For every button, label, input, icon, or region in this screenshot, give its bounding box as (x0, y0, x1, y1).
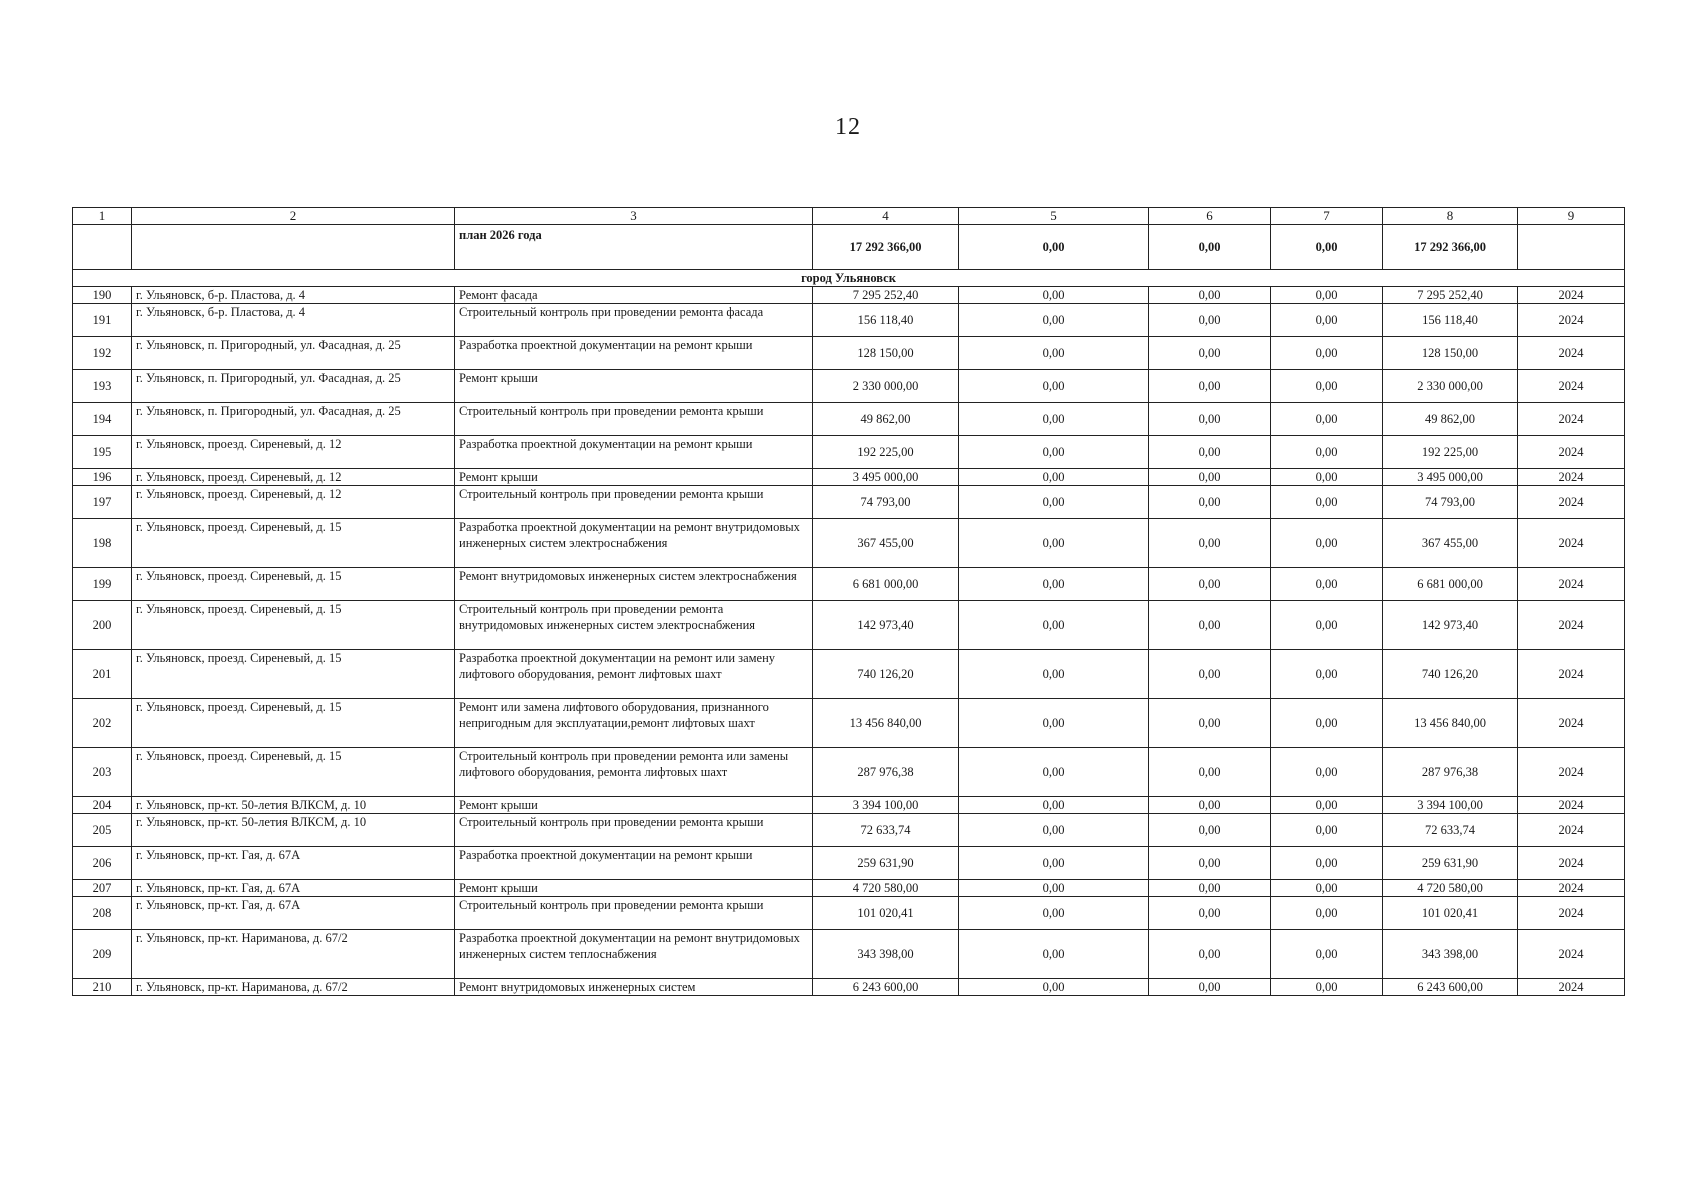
address-cell: г. Ульяновск, п. Пригородный, ул. Фасадная, д. 25 (132, 403, 455, 436)
address-cell: г. Ульяновск, б-р. Пластова, д. 4 (132, 304, 455, 337)
address-cell: г. Ульяновск, проезд. Сиреневый, д. 15 (132, 568, 455, 601)
cost-col7-cell: 0,00 (1271, 880, 1383, 897)
cost-total-cell: 4 720 580,00 (813, 880, 959, 897)
cost-col8-cell: 101 020,41 (1383, 897, 1518, 930)
row-number: 194 (73, 403, 132, 436)
cost-col7-cell: 0,00 (1271, 469, 1383, 486)
table-row (73, 287, 1625, 304)
table-row (73, 930, 1625, 979)
row-number: 200 (73, 601, 132, 650)
cost-total-cell: 13 456 840,00 (813, 699, 959, 748)
cost-col8-cell: 156 118,40 (1383, 304, 1518, 337)
cost-col5-cell: 0,00 (959, 699, 1149, 748)
address-cell: г. Ульяновск, пр-кт. Нариманова, д. 67/2 (132, 979, 455, 996)
table-row (73, 519, 1625, 568)
work-type-cell: Строительный контроль при проведении ремонта крыши (455, 486, 813, 519)
cost-total-cell: 142 973,40 (813, 601, 959, 650)
work-type-cell: Ремонт или замена лифтового оборудования, признанного непригодным для эксплуатации,ремонт лифтовых шахт (455, 699, 813, 748)
table-row (73, 469, 1625, 486)
cost-col6-cell: 0,00 (1149, 287, 1271, 304)
work-type-cell: Ремонт крыши (455, 880, 813, 897)
row-number: 196 (73, 469, 132, 486)
column-number: 9 (1518, 208, 1625, 225)
cost-col8-cell: 2 330 000,00 (1383, 370, 1518, 403)
cost-col8-cell: 3 495 000,00 (1383, 469, 1518, 486)
cost-col7-cell: 0,00 (1271, 897, 1383, 930)
cost-col8-cell: 3 394 100,00 (1383, 797, 1518, 814)
address-cell: г. Ульяновск, п. Пригородный, ул. Фасадная, д. 25 (132, 370, 455, 403)
address-cell: г. Ульяновск, пр-кт. 50-летия ВЛКСМ, д. 10 (132, 797, 455, 814)
cost-col7-cell: 0,00 (1271, 797, 1383, 814)
cost-col5-cell: 0,00 (959, 519, 1149, 568)
column-number-row (73, 208, 1625, 225)
cost-col8-cell: 49 862,00 (1383, 403, 1518, 436)
cost-col8-cell: 7 295 252,40 (1383, 287, 1518, 304)
cost-total-cell: 101 020,41 (813, 897, 959, 930)
cost-col7-cell: 0,00 (1271, 287, 1383, 304)
cost-total-cell: 72 633,74 (813, 814, 959, 847)
cost-col7-cell: 0,00 (1271, 748, 1383, 797)
cost-total-cell: 6 243 600,00 (813, 979, 959, 996)
table-row (73, 337, 1625, 370)
cost-col5-cell: 0,00 (959, 979, 1149, 996)
row-number: 198 (73, 519, 132, 568)
cost-col5-cell: 0,00 (959, 469, 1149, 486)
work-type-cell: Ремонт крыши (455, 797, 813, 814)
table-row (73, 304, 1625, 337)
work-type-cell: Разработка проектной документации на ремонт крыши (455, 847, 813, 880)
year-cell: 2024 (1518, 979, 1625, 996)
column-number: 8 (1383, 208, 1518, 225)
table-row (73, 601, 1625, 650)
column-number: 6 (1149, 208, 1271, 225)
year-cell: 2024 (1518, 601, 1625, 650)
cost-total-cell: 740 126,20 (813, 650, 959, 699)
cost-col7-cell: 0,00 (1271, 568, 1383, 601)
year-cell: 2024 (1518, 304, 1625, 337)
table-row (73, 568, 1625, 601)
total-label: план 2026 года (455, 225, 813, 270)
address-cell: г. Ульяновск, проезд. Сиреневый, д. 12 (132, 469, 455, 486)
cost-col5-cell: 0,00 (959, 797, 1149, 814)
address-cell: г. Ульяновск, пр-кт. Нариманова, д. 67/2 (132, 930, 455, 979)
cost-total-cell: 259 631,90 (813, 847, 959, 880)
table-row (73, 403, 1625, 436)
cost-col5-cell: 0,00 (959, 436, 1149, 469)
cost-col6-cell: 0,00 (1149, 469, 1271, 486)
column-number: 7 (1271, 208, 1383, 225)
year-cell: 2024 (1518, 337, 1625, 370)
total-value-7: 0,00 (1271, 225, 1383, 270)
table-row (73, 797, 1625, 814)
address-cell: г. Ульяновск, проезд. Сиреневый, д. 12 (132, 436, 455, 469)
year-cell: 2024 (1518, 469, 1625, 486)
year-cell: 2024 (1518, 403, 1625, 436)
cost-col8-cell: 740 126,20 (1383, 650, 1518, 699)
cost-col8-cell: 4 720 580,00 (1383, 880, 1518, 897)
address-cell: г. Ульяновск, п. Пригородный, ул. Фасадная, д. 25 (132, 337, 455, 370)
cost-total-cell: 128 150,00 (813, 337, 959, 370)
cost-col8-cell: 287 976,38 (1383, 748, 1518, 797)
address-cell: г. Ульяновск, пр-кт. Гая, д. 67А (132, 880, 455, 897)
cost-col6-cell: 0,00 (1149, 979, 1271, 996)
year-cell: 2024 (1518, 748, 1625, 797)
cost-col6-cell: 0,00 (1149, 880, 1271, 897)
cost-col6-cell: 0,00 (1149, 650, 1271, 699)
cost-col8-cell: 259 631,90 (1383, 847, 1518, 880)
cost-col5-cell: 0,00 (959, 304, 1149, 337)
cost-total-cell: 7 295 252,40 (813, 287, 959, 304)
cost-col5-cell: 0,00 (959, 650, 1149, 699)
row-number: 192 (73, 337, 132, 370)
table-row (73, 847, 1625, 880)
cost-col5-cell: 0,00 (959, 847, 1149, 880)
work-type-cell: Строительный контроль при проведении ремонта крыши (455, 403, 813, 436)
cost-col6-cell: 0,00 (1149, 930, 1271, 979)
address-cell: г. Ульяновск, б-р. Пластова, д. 4 (132, 287, 455, 304)
cost-col5-cell: 0,00 (959, 403, 1149, 436)
row-number: 206 (73, 847, 132, 880)
work-type-cell: Разработка проектной документации на ремонт внутридомовых инженерных систем теплоснабжения (455, 930, 813, 979)
cost-total-cell: 367 455,00 (813, 519, 959, 568)
year-cell: 2024 (1518, 880, 1625, 897)
work-type-cell: Ремонт крыши (455, 469, 813, 486)
column-number: 5 (959, 208, 1149, 225)
address-cell: г. Ульяновск, пр-кт. 50-летия ВЛКСМ, д. 10 (132, 814, 455, 847)
work-type-cell: Разработка проектной документации на ремонт крыши (455, 337, 813, 370)
table-row (73, 748, 1625, 797)
address-cell: г. Ульяновск, проезд. Сиреневый, д. 12 (132, 486, 455, 519)
cost-col7-cell: 0,00 (1271, 337, 1383, 370)
cost-col6-cell: 0,00 (1149, 748, 1271, 797)
row-number: 193 (73, 370, 132, 403)
cost-col8-cell: 142 973,40 (1383, 601, 1518, 650)
cost-total-cell: 74 793,00 (813, 486, 959, 519)
year-cell: 2024 (1518, 370, 1625, 403)
cost-total-cell: 3 394 100,00 (813, 797, 959, 814)
cost-col5-cell: 0,00 (959, 287, 1149, 304)
cost-col8-cell: 192 225,00 (1383, 436, 1518, 469)
total-value-6: 0,00 (1149, 225, 1271, 270)
year-cell: 2024 (1518, 287, 1625, 304)
work-type-cell: Ремонт фасада (455, 287, 813, 304)
column-number: 1 (73, 208, 132, 225)
address-cell: г. Ульяновск, проезд. Сиреневый, д. 15 (132, 601, 455, 650)
work-type-cell: Строительный контроль при проведении ремонта крыши (455, 814, 813, 847)
cost-col5-cell: 0,00 (959, 601, 1149, 650)
table-row (73, 979, 1625, 996)
total-value-4: 17 292 366,00 (813, 225, 959, 270)
table-row (73, 814, 1625, 847)
cost-col5-cell: 0,00 (959, 814, 1149, 847)
table-row (73, 370, 1625, 403)
work-type-cell: Разработка проектной документации на ремонт крыши (455, 436, 813, 469)
row-number: 199 (73, 568, 132, 601)
cost-col7-cell: 0,00 (1271, 304, 1383, 337)
total-value-5: 0,00 (959, 225, 1149, 270)
total-empty-cell (132, 225, 455, 270)
cost-col7-cell: 0,00 (1271, 601, 1383, 650)
cost-col6-cell: 0,00 (1149, 601, 1271, 650)
cost-total-cell: 2 330 000,00 (813, 370, 959, 403)
cost-col6-cell: 0,00 (1149, 370, 1271, 403)
address-cell: г. Ульяновск, проезд. Сиреневый, д. 15 (132, 699, 455, 748)
cost-col8-cell: 74 793,00 (1383, 486, 1518, 519)
cost-total-cell: 49 862,00 (813, 403, 959, 436)
cost-col5-cell: 0,00 (959, 748, 1149, 797)
cost-col5-cell: 0,00 (959, 568, 1149, 601)
cost-col7-cell: 0,00 (1271, 699, 1383, 748)
total-empty-cell (73, 225, 132, 270)
total-row (73, 225, 1625, 270)
cost-col8-cell: 72 633,74 (1383, 814, 1518, 847)
city-heading: город Ульяновск (73, 270, 1625, 287)
address-cell: г. Ульяновск, пр-кт. Гая, д. 67А (132, 847, 455, 880)
cost-col5-cell: 0,00 (959, 880, 1149, 897)
row-number: 191 (73, 304, 132, 337)
row-number: 210 (73, 979, 132, 996)
row-number: 201 (73, 650, 132, 699)
table-row (73, 486, 1625, 519)
work-type-cell: Строительный контроль при проведении ремонта или замены лифтового оборудования, ремонта лифтовых шахт (455, 748, 813, 797)
table-row (73, 897, 1625, 930)
column-number: 2 (132, 208, 455, 225)
year-cell: 2024 (1518, 930, 1625, 979)
row-number: 209 (73, 930, 132, 979)
address-cell: г. Ульяновск, проезд. Сиреневый, д. 15 (132, 748, 455, 797)
cost-col6-cell: 0,00 (1149, 436, 1271, 469)
row-number: 197 (73, 486, 132, 519)
work-type-cell: Ремонт крыши (455, 370, 813, 403)
row-number: 205 (73, 814, 132, 847)
address-cell: г. Ульяновск, проезд. Сиреневый, д. 15 (132, 519, 455, 568)
work-type-cell: Разработка проектной документации на ремонт или замену лифтового оборудования, ремонт лифтовых шахт (455, 650, 813, 699)
city-heading-row (73, 270, 1625, 287)
row-number: 204 (73, 797, 132, 814)
table-row (73, 880, 1625, 897)
cost-col7-cell: 0,00 (1271, 370, 1383, 403)
cost-total-cell: 3 495 000,00 (813, 469, 959, 486)
year-cell: 2024 (1518, 568, 1625, 601)
page-number: 12 (835, 114, 861, 140)
cost-col6-cell: 0,00 (1149, 847, 1271, 880)
row-number: 202 (73, 699, 132, 748)
cost-total-cell: 6 681 000,00 (813, 568, 959, 601)
cost-col7-cell: 0,00 (1271, 650, 1383, 699)
cost-col6-cell: 0,00 (1149, 337, 1271, 370)
cost-col7-cell: 0,00 (1271, 930, 1383, 979)
total-value-9 (1518, 225, 1625, 270)
cost-col5-cell: 0,00 (959, 486, 1149, 519)
work-type-cell: Ремонт внутридомовых инженерных систем (455, 979, 813, 996)
cost-col7-cell: 0,00 (1271, 847, 1383, 880)
year-cell: 2024 (1518, 814, 1625, 847)
cost-col7-cell: 0,00 (1271, 403, 1383, 436)
row-number: 190 (73, 287, 132, 304)
year-cell: 2024 (1518, 650, 1625, 699)
cost-col6-cell: 0,00 (1149, 403, 1271, 436)
cost-col6-cell: 0,00 (1149, 519, 1271, 568)
cost-col8-cell: 13 456 840,00 (1383, 699, 1518, 748)
cost-total-cell: 192 225,00 (813, 436, 959, 469)
cost-col8-cell: 6 681 000,00 (1383, 568, 1518, 601)
cost-col6-cell: 0,00 (1149, 568, 1271, 601)
year-cell: 2024 (1518, 519, 1625, 568)
cost-col8-cell: 128 150,00 (1383, 337, 1518, 370)
work-type-cell: Строительный контроль при проведении ремонта внутридомовых инженерных систем электроснабжения (455, 601, 813, 650)
row-number: 195 (73, 436, 132, 469)
row-number: 203 (73, 748, 132, 797)
cost-col5-cell: 0,00 (959, 897, 1149, 930)
column-number: 4 (813, 208, 959, 225)
work-type-cell: Строительный контроль при проведении ремонта фасада (455, 304, 813, 337)
cost-total-cell: 156 118,40 (813, 304, 959, 337)
cost-col7-cell: 0,00 (1271, 979, 1383, 996)
cost-total-cell: 287 976,38 (813, 748, 959, 797)
year-cell: 2024 (1518, 436, 1625, 469)
year-cell: 2024 (1518, 699, 1625, 748)
cost-col7-cell: 0,00 (1271, 436, 1383, 469)
work-type-cell: Ремонт внутридомовых инженерных систем электроснабжения (455, 568, 813, 601)
row-number: 208 (73, 897, 132, 930)
cost-col6-cell: 0,00 (1149, 486, 1271, 519)
year-cell: 2024 (1518, 797, 1625, 814)
table-row (73, 650, 1625, 699)
cost-total-cell: 343 398,00 (813, 930, 959, 979)
cost-col6-cell: 0,00 (1149, 814, 1271, 847)
program-table (72, 207, 1625, 996)
cost-col6-cell: 0,00 (1149, 699, 1271, 748)
cost-col5-cell: 0,00 (959, 370, 1149, 403)
cost-col8-cell: 367 455,00 (1383, 519, 1518, 568)
address-cell: г. Ульяновск, проезд. Сиреневый, д. 15 (132, 650, 455, 699)
cost-col8-cell: 6 243 600,00 (1383, 979, 1518, 996)
cost-col6-cell: 0,00 (1149, 304, 1271, 337)
cost-col6-cell: 0,00 (1149, 797, 1271, 814)
table-body (73, 208, 1625, 996)
cost-col5-cell: 0,00 (959, 930, 1149, 979)
total-value-8: 17 292 366,00 (1383, 225, 1518, 270)
table-row (73, 436, 1625, 469)
address-cell: г. Ульяновск, пр-кт. Гая, д. 67А (132, 897, 455, 930)
cost-col6-cell: 0,00 (1149, 897, 1271, 930)
year-cell: 2024 (1518, 486, 1625, 519)
year-cell: 2024 (1518, 847, 1625, 880)
cost-col7-cell: 0,00 (1271, 486, 1383, 519)
work-type-cell: Строительный контроль при проведении ремонта крыши (455, 897, 813, 930)
year-cell: 2024 (1518, 897, 1625, 930)
cost-col8-cell: 343 398,00 (1383, 930, 1518, 979)
work-type-cell: Разработка проектной документации на ремонт внутридомовых инженерных систем электроснабжения (455, 519, 813, 568)
cost-col5-cell: 0,00 (959, 337, 1149, 370)
row-number: 207 (73, 880, 132, 897)
cost-col7-cell: 0,00 (1271, 519, 1383, 568)
cost-col7-cell: 0,00 (1271, 814, 1383, 847)
column-number: 3 (455, 208, 813, 225)
table-row (73, 699, 1625, 748)
